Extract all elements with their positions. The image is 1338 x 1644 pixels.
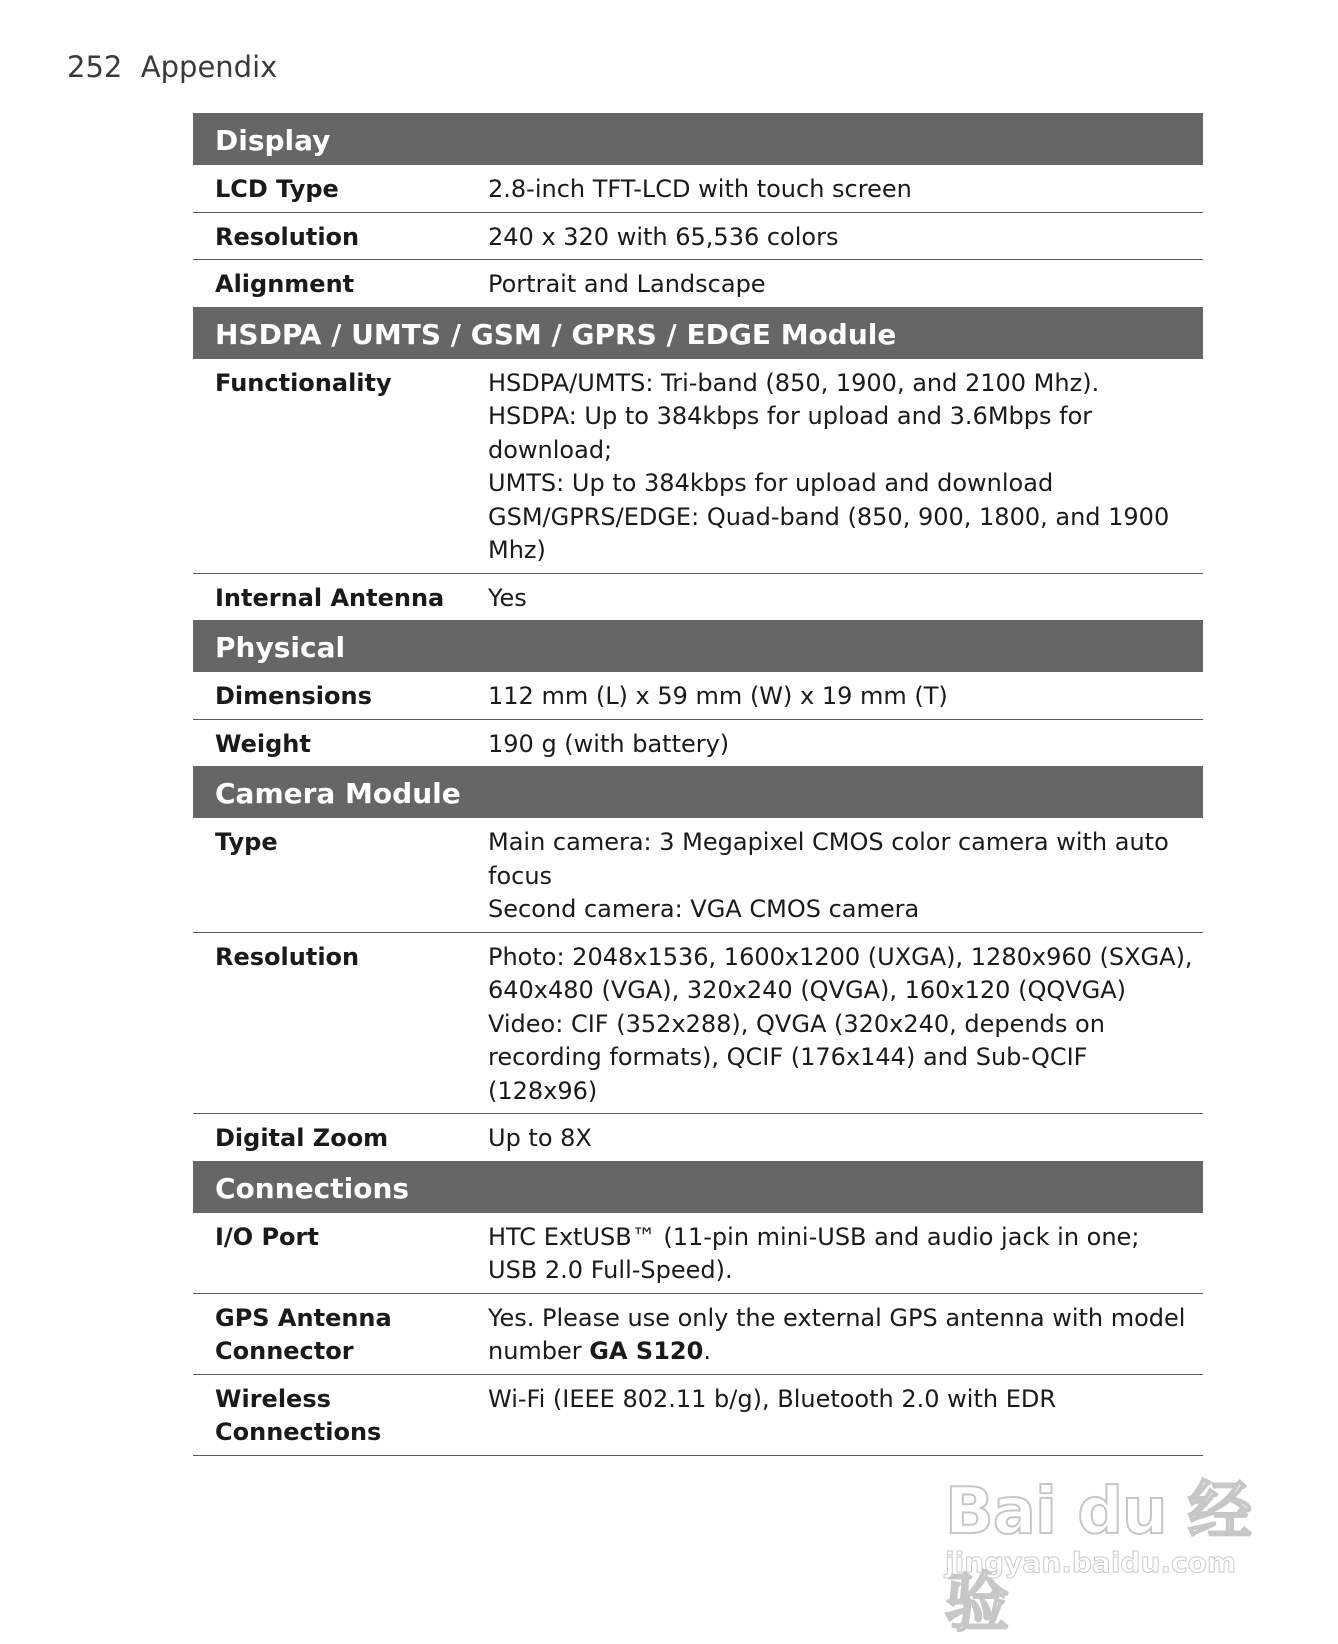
spec-value-line: Yes. Please use only the external GPS antenna with model [488,1303,1186,1332]
spec-label: Alignment [215,270,355,298]
spec-value [488,173,1203,207]
spec-value [488,1302,1203,1369]
running-head [67,50,277,84]
spec-row [193,933,1203,1115]
spec-label-line: Connections [215,1418,382,1446]
spec-value-line: recording formats), QCIF (176x144) and Sub-QCIF [488,1043,1088,1071]
spec-value-line: focus [488,861,553,890]
spec-row [193,720,1203,767]
spec-value-line: Yes [488,583,527,612]
spec-value [488,680,1203,714]
spec-value [488,728,1203,762]
spec-value [488,367,1203,568]
spec-row [193,1294,1203,1375]
spec-label [193,1302,488,1369]
spec-table [193,113,1203,1456]
spec-label: Resolution [215,222,360,251]
spec-value-line: HTC ExtUSB™ (11-pin mini-USB and audio jack in one; [488,1222,1140,1251]
spec-label-line: GPS Antenna [215,1303,392,1332]
spec-value [488,1221,1203,1288]
spec-value-line: 240 x 320 with 65,536 colors [488,222,839,251]
spec-value [488,221,1203,255]
spec-value [488,1122,1203,1156]
watermark [945,1430,1275,1641]
spec-value [488,941,1203,1109]
section-header: Camera Module [193,766,1203,818]
spec-label-line: Wireless [215,1384,331,1413]
spec-value-line: 2.8-inch TFT-LCD with touch screen [488,175,912,203]
model-number: GA S120 [589,1337,704,1365]
spec-value-line: UMTS: Up to 384kbps for upload and download [488,469,1054,497]
spec-value-line: Second camera: VGA CMOS camera [488,895,920,923]
section-header: HSDPA / UMTS / GSM / GPRS / EDGE Module [193,307,1203,359]
spec-row [193,1213,1203,1294]
spec-value-line: HSDPA: Up to 384kbps for upload and 3.6Mbps for [488,402,1093,430]
spec-label: Digital Zoom [215,1124,389,1152]
spec-value-line: USB 2.0 Full-Speed). [488,1256,733,1284]
spec-value [488,268,1203,302]
spec-value-line: 190 g (with battery) [488,729,730,758]
spec-row [193,1114,1203,1161]
spec-value [488,826,1203,927]
spec-value-line [488,1335,1193,1369]
spec-value-line: Mhz) [488,536,546,564]
spec-row [193,574,1203,621]
section-header: Connections [193,1161,1203,1213]
page-number: 252 [67,50,123,84]
spec-label: Type [215,828,278,856]
spec-label: Internal Antenna [215,583,445,612]
spec-value-line: (128x96) [488,1076,598,1105]
spec-label [193,1383,488,1450]
section-header: Display [193,113,1203,165]
spec-row [193,359,1203,574]
spec-label: Weight [215,729,311,758]
spec-value-line: download; [488,435,613,464]
spec-value [488,582,1203,616]
spec-row [193,165,1203,213]
spec-value-line: Up to 8X [488,1124,592,1152]
spec-label: LCD Type [215,175,339,203]
watermark-logo: Bai du 经验 [945,1475,1251,1641]
spec-value-line: GSM/GPRS/EDGE: Quad-band (850, 900, 1800, and 1900 [488,502,1170,531]
spec-value-line: HSDPA/UMTS: Tri-band (850, 1900, and 2100 Mhz). [488,368,1100,397]
watermark-url: jingyan.baidu.com [945,1546,1237,1579]
spec-value-line: Wi-Fi (IEEE 802.11 b/g), Bluetooth 2.0 with EDR [488,1384,1057,1413]
spec-value-line: 112 mm (L) x 59 mm (W) x 19 mm (T) [488,682,948,710]
spec-label-line: Connector [215,1337,354,1365]
section-header: Physical [193,620,1203,672]
spec-value-line: 640x480 (VGA), 320x240 (QVGA), 160x120 (QQVGA) [488,976,1127,1004]
spec-row [193,213,1203,261]
spec-value-line: Main camera: 3 Megapixel CMOS color camera with auto [488,828,1169,856]
spec-value-line: Portrait and Landscape [488,270,766,298]
spec-row [193,818,1203,933]
spec-row [193,672,1203,720]
spec-label: Resolution [215,942,360,971]
spec-label: Functionality [215,368,392,397]
spec-label: Dimensions [215,682,372,710]
spec-value-line: Video: CIF (352x288), QVGA (320x240, depends on [488,1009,1105,1038]
spec-row [193,260,1203,307]
section-name: Appendix [140,50,278,84]
value-suffix: . [703,1337,711,1365]
spec-label: I/O Port [215,1222,319,1251]
value-prefix: number [488,1337,590,1365]
spec-value-line: Photo: 2048x1536, 1600x1200 (UXGA), 1280x960 (SXGA), [488,942,1193,971]
